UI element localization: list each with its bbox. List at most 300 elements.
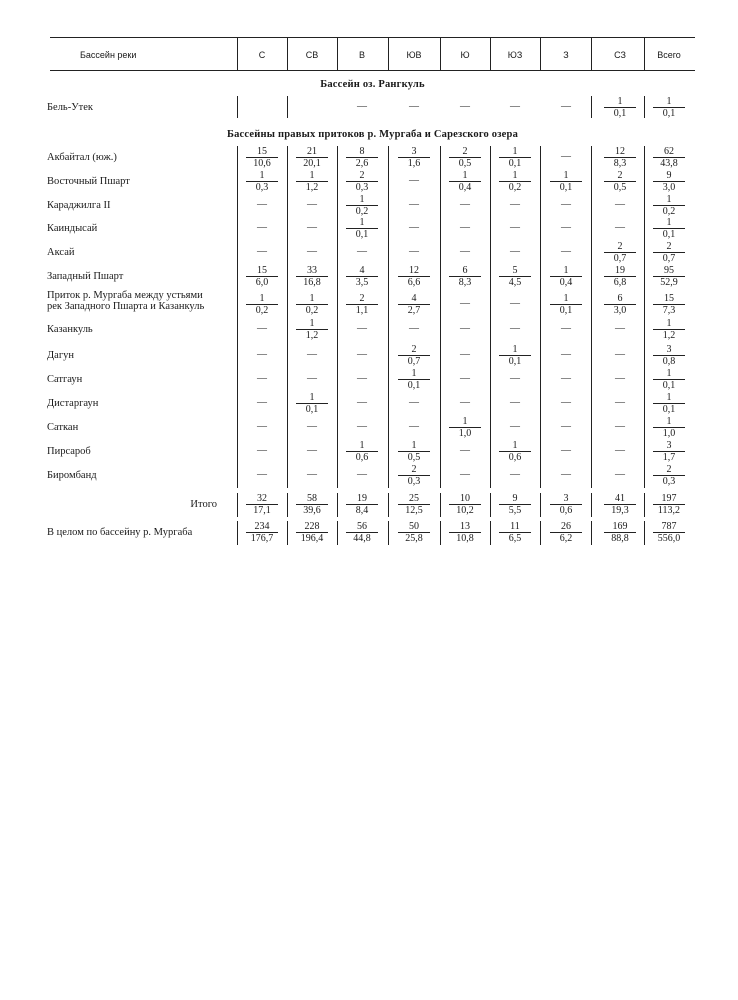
- empty-dash: —: [460, 373, 470, 384]
- empty-dash: —: [561, 373, 571, 384]
- table-cell: [544, 146, 588, 162]
- table-cell: [392, 96, 436, 112]
- cell-separator: [388, 493, 389, 517]
- numerator: 4: [359, 265, 365, 276]
- empty-dash: —: [409, 323, 419, 334]
- denominator: 1,2: [305, 330, 319, 341]
- table-cell: [240, 293, 284, 316]
- table-cell: [240, 416, 284, 432]
- table-cell: [544, 318, 588, 334]
- empty-dash: —: [510, 421, 520, 432]
- table-cell: [544, 416, 588, 432]
- empty-dash: —: [561, 323, 571, 334]
- row-name: Дистаргаун: [47, 398, 99, 409]
- table-cell: [493, 96, 537, 112]
- numerator: 12: [615, 146, 625, 157]
- table-cell: [443, 416, 487, 439]
- denominator: 3,0: [613, 305, 627, 316]
- table-cell: [647, 146, 691, 169]
- table-cell: [443, 265, 487, 288]
- table-cell: [544, 392, 588, 408]
- table-cell: [240, 464, 284, 480]
- denominator: 0,2: [355, 206, 369, 217]
- table-cell: [598, 344, 642, 360]
- table-cell: [647, 493, 691, 516]
- table-cell: [443, 241, 487, 257]
- table-cell: [647, 318, 691, 341]
- table-cell: [544, 493, 588, 516]
- numerator: 1: [259, 293, 265, 304]
- numerator: 1: [359, 440, 365, 451]
- empty-dash: —: [510, 397, 520, 408]
- cell-separator: [337, 493, 338, 517]
- numerator: 1: [411, 368, 417, 379]
- numerator: 2: [411, 464, 417, 475]
- cell-separator: [644, 96, 645, 118]
- table-cell: [544, 265, 588, 288]
- numerator: 10: [460, 493, 470, 504]
- numerator: 1: [666, 392, 672, 403]
- header-separator: [237, 37, 238, 70]
- empty-dash: —: [561, 101, 571, 112]
- table-cell: [340, 217, 384, 240]
- empty-dash: —: [257, 397, 267, 408]
- numerator: 2: [462, 146, 468, 157]
- table-cell: [493, 194, 537, 210]
- cell-separator: [440, 146, 441, 488]
- header-separator: [388, 37, 389, 70]
- column-header-6: ЮЗ: [507, 50, 523, 60]
- denominator: 1,7: [662, 452, 676, 463]
- numerator: 6: [617, 293, 623, 304]
- cell-separator: [287, 96, 288, 118]
- table-cell: [240, 194, 284, 210]
- row-name: Пирсароб: [47, 446, 91, 457]
- column-header-2: СВ: [305, 50, 319, 60]
- table-cell: [598, 493, 642, 516]
- cell-separator: [490, 521, 491, 545]
- denominator: 1,6: [407, 158, 421, 169]
- row-name: Бель-Утек: [47, 102, 93, 113]
- table-cell: [290, 392, 334, 415]
- empty-dash: —: [307, 469, 317, 480]
- empty-dash: —: [460, 199, 470, 210]
- empty-dash: —: [561, 246, 571, 257]
- table-cell: [392, 416, 436, 432]
- cell-separator: [287, 146, 288, 488]
- empty-dash: —: [409, 421, 419, 432]
- table-cell: [598, 265, 642, 288]
- cell-separator: [490, 493, 491, 517]
- denominator: 6,6: [407, 277, 421, 288]
- denominator: 52,9: [660, 277, 678, 288]
- numerator: 9: [666, 170, 672, 181]
- table-cell: [340, 368, 384, 384]
- empty-dash: —: [357, 469, 367, 480]
- row-name: Западный Пшарт: [47, 271, 124, 282]
- denominator: 0,1: [662, 108, 676, 119]
- empty-dash: —: [615, 222, 625, 233]
- numerator: 9: [512, 493, 518, 504]
- cell-separator: [591, 146, 592, 488]
- table-cell: [544, 293, 588, 316]
- table-cell: [443, 493, 487, 516]
- table-cell: [392, 368, 436, 391]
- denominator: 0,1: [613, 108, 627, 119]
- denominator: 1,0: [662, 428, 676, 439]
- numerator: 1: [512, 344, 518, 355]
- numerator: 1: [666, 318, 672, 329]
- denominator: 0,1: [559, 305, 573, 316]
- table-cell: [240, 265, 284, 288]
- table-cell: [392, 217, 436, 233]
- table-cell: [443, 344, 487, 360]
- section-title-murgab-tributaries: Бассейны правых притоков р. Мургаба и Сарезского озера: [226, 129, 519, 140]
- numerator: 33: [307, 265, 317, 276]
- denominator: 88,8: [611, 533, 629, 544]
- numerator: 11: [510, 521, 520, 532]
- column-header-4: ЮВ: [406, 50, 422, 60]
- numerator: 15: [257, 265, 267, 276]
- denominator: 0,1: [508, 158, 522, 169]
- numerator: 4: [411, 293, 417, 304]
- empty-dash: —: [460, 222, 470, 233]
- table-cell: [647, 440, 691, 463]
- numerator: 1: [666, 368, 672, 379]
- table-cell: [340, 392, 384, 408]
- numerator: 1: [563, 293, 569, 304]
- denominator: 0,1: [508, 356, 522, 367]
- numerator: 787: [661, 521, 677, 532]
- empty-dash: —: [409, 222, 419, 233]
- numerator: 2: [617, 241, 623, 252]
- row-name: Дагун: [47, 350, 74, 361]
- table-cell: [240, 241, 284, 257]
- denominator: 10,6: [253, 158, 271, 169]
- table-cell: [544, 464, 588, 480]
- empty-dash: —: [510, 199, 520, 210]
- denominator: 1,0: [458, 428, 472, 439]
- empty-dash: —: [561, 421, 571, 432]
- table-cell: [392, 318, 436, 334]
- numerator: 1: [512, 440, 518, 451]
- empty-dash: —: [357, 101, 367, 112]
- table-cell: [240, 493, 284, 516]
- empty-dash: —: [307, 445, 317, 456]
- empty-dash: —: [257, 246, 267, 257]
- denominator: 10,8: [456, 533, 474, 544]
- table-cell: [647, 265, 691, 288]
- numerator: 169: [612, 521, 628, 532]
- empty-dash: —: [409, 199, 419, 210]
- table-cell: [598, 440, 642, 456]
- numerator: 1: [563, 265, 569, 276]
- denominator: 0,1: [662, 380, 676, 391]
- denominator: 16,8: [303, 277, 321, 288]
- cell-separator: [591, 521, 592, 545]
- denominator: 0,5: [613, 182, 627, 193]
- numerator: 3: [666, 344, 672, 355]
- denominator: 0,2: [305, 305, 319, 316]
- cell-separator: [287, 493, 288, 517]
- empty-dash: —: [307, 373, 317, 384]
- table-cell: [392, 521, 436, 544]
- denominator: 20,1: [303, 158, 321, 169]
- table-cell: [240, 217, 284, 233]
- empty-dash: —: [460, 469, 470, 480]
- table-cell: [647, 416, 691, 439]
- numerator: 12: [409, 265, 419, 276]
- empty-dash: —: [615, 349, 625, 360]
- denominator: 0,3: [255, 182, 269, 193]
- denominator: 0,8: [662, 356, 676, 367]
- table-cell: [392, 241, 436, 257]
- table-cell: [340, 416, 384, 432]
- table-cell: [598, 170, 642, 193]
- denominator: 10,2: [456, 505, 474, 516]
- table-cell: [290, 344, 334, 360]
- table-cell: [647, 293, 691, 316]
- numerator: 234: [254, 521, 270, 532]
- table-cell: [493, 318, 537, 334]
- table-cell: [340, 440, 384, 463]
- numerator: 1: [359, 217, 365, 228]
- header-separator: [644, 37, 645, 70]
- denominator: 2,6: [355, 158, 369, 169]
- cell-separator: [287, 521, 288, 545]
- empty-dash: —: [510, 222, 520, 233]
- empty-dash: —: [615, 397, 625, 408]
- table-cell: [290, 241, 334, 257]
- denominator: 0,1: [407, 380, 421, 391]
- numerator: 1: [309, 392, 315, 403]
- empty-dash: —: [307, 222, 317, 233]
- empty-dash: —: [510, 298, 520, 309]
- denominator: 0,1: [559, 182, 573, 193]
- table-cell: [544, 241, 588, 257]
- denominator: 6,2: [559, 533, 573, 544]
- empty-dash: —: [615, 373, 625, 384]
- cell-separator: [388, 521, 389, 545]
- table-cell: [544, 440, 588, 456]
- numerator: 1: [666, 96, 672, 107]
- empty-dash: —: [460, 397, 470, 408]
- table-cell: [240, 440, 284, 456]
- numerator: 2: [359, 170, 365, 181]
- empty-dash: —: [257, 222, 267, 233]
- row-name: Сатгаун: [47, 374, 83, 385]
- table-cell: [493, 493, 537, 516]
- table-cell: [493, 416, 537, 432]
- cell-separator: [540, 521, 541, 545]
- empty-dash: —: [615, 323, 625, 334]
- table-cell: [493, 392, 537, 408]
- numerator: 1: [309, 170, 315, 181]
- numerator: 1: [512, 146, 518, 157]
- denominator: 0,7: [407, 356, 421, 367]
- column-header-5: Ю: [460, 50, 470, 60]
- table-cell: [392, 194, 436, 210]
- column-header-1: С: [258, 50, 266, 60]
- table-cell: [493, 241, 537, 257]
- denominator: 25,8: [405, 533, 423, 544]
- table-cell: [493, 368, 537, 384]
- table-cell: [392, 265, 436, 288]
- cell-separator: [440, 521, 441, 545]
- denominator: 0,1: [662, 404, 676, 415]
- table-cell: [598, 318, 642, 334]
- table-cell: [392, 344, 436, 367]
- table-cell: [647, 392, 691, 415]
- table-cell: [598, 241, 642, 264]
- table-cell: [290, 194, 334, 210]
- table-cell: [443, 368, 487, 384]
- row-name: Казанкуль: [47, 324, 93, 335]
- numerator: 1: [666, 217, 672, 228]
- table-cell: [647, 194, 691, 217]
- denominator: 0,6: [508, 452, 522, 463]
- column-header-basin: Бассейн реки: [80, 50, 137, 60]
- table-cell: [340, 464, 384, 480]
- numerator: 1: [359, 194, 365, 205]
- row-name: рек Западного Пшарта и Казанкуль: [47, 301, 205, 312]
- cell-separator: [591, 96, 592, 118]
- empty-dash: —: [561, 222, 571, 233]
- denominator: 0,3: [662, 476, 676, 487]
- denominator: 19,3: [611, 505, 629, 516]
- table-cell: [647, 241, 691, 264]
- header-top-rule: [50, 37, 695, 38]
- table-cell: [544, 217, 588, 233]
- table-cell: [290, 368, 334, 384]
- empty-dash: —: [257, 199, 267, 210]
- numerator: 21: [307, 146, 317, 157]
- numerator: 1: [617, 96, 623, 107]
- row-name: Каиндысай: [47, 223, 98, 234]
- table-cell: [647, 217, 691, 240]
- denominator: 1,2: [662, 330, 676, 341]
- row-name: Саткан: [47, 422, 79, 433]
- denominator: 1,2: [305, 182, 319, 193]
- numerator: 56: [357, 521, 367, 532]
- table-cell: [392, 493, 436, 516]
- table-cell: [443, 293, 487, 309]
- numerator: 6: [462, 265, 468, 276]
- numerator: 15: [257, 146, 267, 157]
- denominator: 6,5: [508, 533, 522, 544]
- table-cell: [340, 194, 384, 217]
- numerator: 15: [664, 293, 674, 304]
- table-cell: [544, 521, 588, 544]
- table-cell: [240, 344, 284, 360]
- empty-dash: —: [257, 349, 267, 360]
- empty-dash: —: [460, 298, 470, 309]
- table-cell: [340, 265, 384, 288]
- numerator: 1: [309, 293, 315, 304]
- table-cell: [392, 170, 436, 186]
- denominator: 0,5: [407, 452, 421, 463]
- header-separator: [287, 37, 288, 70]
- denominator: 0,5: [458, 158, 472, 169]
- empty-dash: —: [409, 175, 419, 186]
- numerator: 5: [512, 265, 518, 276]
- table-cell: [340, 493, 384, 516]
- denominator: 2,7: [407, 305, 421, 316]
- table-cell: [340, 318, 384, 334]
- denominator: 556,0: [657, 533, 681, 544]
- numerator: 50: [409, 521, 419, 532]
- table-cell: [443, 392, 487, 408]
- table-cell: [443, 194, 487, 210]
- table-cell: [647, 368, 691, 391]
- numerator: 1: [563, 170, 569, 181]
- empty-dash: —: [357, 246, 367, 257]
- cell-separator: [237, 493, 238, 517]
- empty-dash: —: [561, 151, 571, 162]
- empty-dash: —: [615, 421, 625, 432]
- table-cell: [493, 293, 537, 309]
- numerator: 1: [411, 440, 417, 451]
- cell-separator: [337, 146, 338, 488]
- cell-separator: [490, 146, 491, 488]
- numerator: 1: [462, 416, 468, 427]
- table-cell: [598, 146, 642, 169]
- table-cell: [240, 170, 284, 193]
- header-separator: [440, 37, 441, 70]
- table-cell: [340, 344, 384, 360]
- denominator: 0,7: [662, 253, 676, 264]
- numerator: 62: [664, 146, 674, 157]
- empty-dash: —: [257, 421, 267, 432]
- cell-separator: [591, 493, 592, 517]
- table-cell: [290, 440, 334, 456]
- table-cell: [240, 318, 284, 334]
- table-cell: [240, 521, 284, 544]
- row-name: Акбайтал (юж.): [47, 152, 117, 163]
- empty-dash: —: [357, 397, 367, 408]
- numerator: 1: [666, 416, 672, 427]
- denominator: 0,6: [559, 505, 573, 516]
- grand-total-label: В целом по бассейну р. Мургаба: [47, 527, 193, 538]
- table-cell: [443, 440, 487, 456]
- empty-dash: —: [257, 445, 267, 456]
- numerator: 41: [615, 493, 625, 504]
- denominator: 6,0: [255, 277, 269, 288]
- table-cell: [544, 194, 588, 210]
- denominator: 8,4: [355, 505, 369, 516]
- table-cell: [598, 392, 642, 408]
- denominator: 0,7: [613, 253, 627, 264]
- table-cell: [290, 318, 334, 341]
- row-name: Аксай: [47, 247, 75, 258]
- table-cell: [290, 416, 334, 432]
- empty-dash: —: [615, 199, 625, 210]
- numerator: 95: [664, 265, 674, 276]
- column-header-8: СЗ: [614, 50, 626, 60]
- table-cell: [290, 265, 334, 288]
- numerator: 1: [462, 170, 468, 181]
- table-cell: [290, 493, 334, 516]
- empty-dash: —: [460, 445, 470, 456]
- numerator: 32: [257, 493, 267, 504]
- empty-dash: —: [257, 373, 267, 384]
- table-cell: [544, 96, 588, 112]
- header-bottom-rule: [50, 70, 695, 71]
- table-cell: [598, 96, 642, 119]
- table-cell: [493, 344, 537, 367]
- numerator: 1: [309, 318, 315, 329]
- denominator: 0,6: [355, 452, 369, 463]
